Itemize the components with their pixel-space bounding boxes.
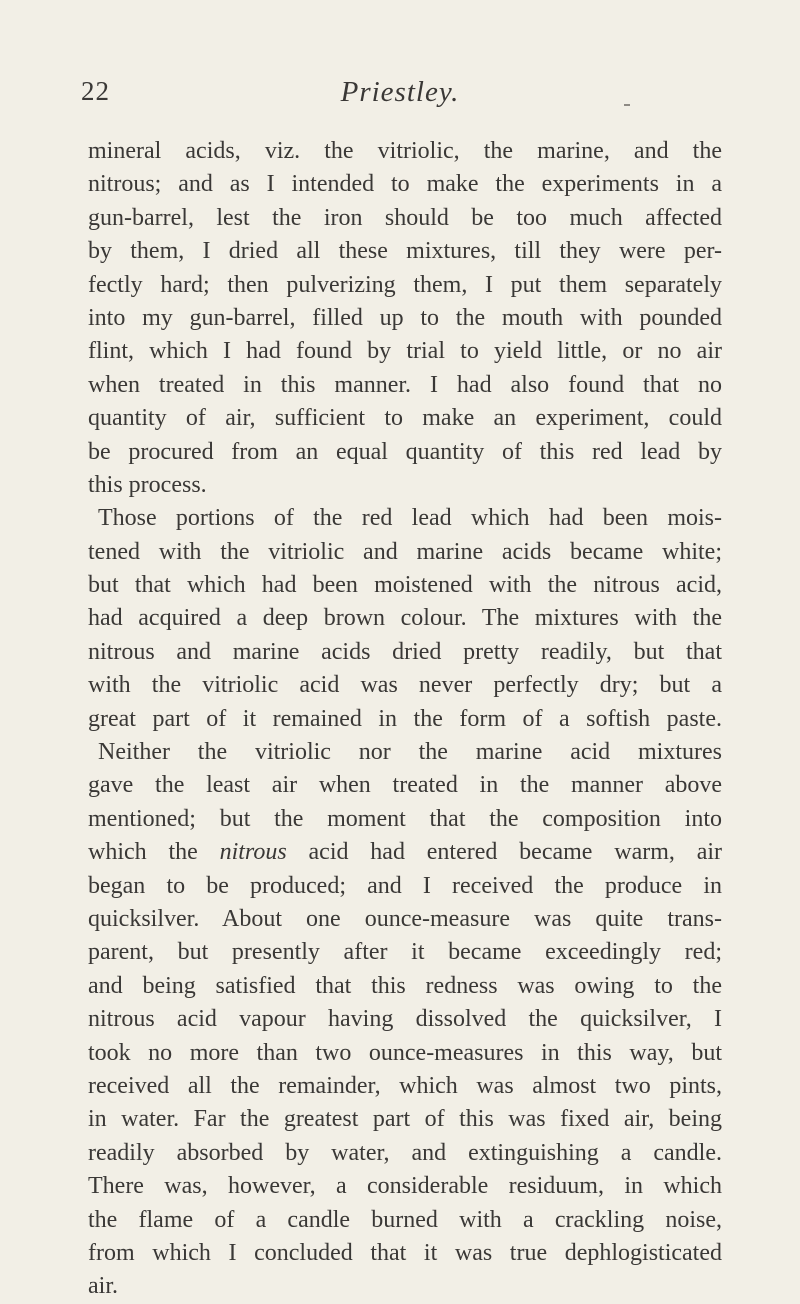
paragraph-end-line: this process. <box>88 471 207 498</box>
paragraph-end-line: air. <box>88 1273 118 1300</box>
text-line: readily absorbed by water, and extinguishing a candle. <box>88 1139 722 1166</box>
text-line: quicksilver. About one ounce-measure was quite trans- <box>88 905 722 932</box>
page-number: 22 <box>81 76 110 106</box>
text-line: gun-barrel, lest the iron should be too much affected <box>88 204 722 231</box>
text-segment: acid had entered became warm, air <box>308 839 723 866</box>
text-line: the flame of a candle burned with a crackling noise, <box>88 1206 722 1233</box>
text-line: flint, which I had found by trial to yield little, or no air <box>88 338 722 365</box>
text-line: began to be produced; and I received the produce in <box>88 872 722 899</box>
text-line: mineral acids, viz. the vitriolic, the marine, and the <box>88 138 722 164</box>
running-title: Priestley. <box>340 76 460 108</box>
text-line: great part of it remained in the form of a softish paste. <box>88 705 722 732</box>
text-line: nitrous; and as I intended to make the experiments in a <box>88 171 722 198</box>
text-line: There was, however, a considerable residuum, in which <box>88 1173 722 1200</box>
text-segment: which the <box>88 839 198 866</box>
text-line: nitrous acid vapour having dissolved the quicksilver, I <box>88 1006 722 1033</box>
text-line: took no more than two ounce-measures in this way, but <box>88 1039 722 1066</box>
text-line: nitrous and marine acids dried pretty readily, but that <box>88 638 722 665</box>
text-line: by them, I dried all these mixtures, till they were per- <box>88 238 722 265</box>
text-line: be procured from an equal quantity of this red lead by <box>88 438 722 465</box>
text-line: tened with the vitriolic and marine acids became white; <box>88 538 722 565</box>
text-line: into my gun-barrel, filled up to the mouth with pounded <box>88 304 722 331</box>
text-line: with the vitriolic acid was never perfectly dry; but a <box>88 672 722 699</box>
paragraph-start-line: Neither the vitriolic nor the marine acid mixtures <box>98 739 722 766</box>
text-line-with-italic <box>88 836 722 869</box>
text-line: gave the least air when treated in the manner above <box>88 772 722 799</box>
text-line: and being satisfied that this redness was owing to the <box>88 972 722 999</box>
text-line: when treated in this manner. I had also found that no <box>88 371 722 398</box>
body-text <box>88 135 722 1304</box>
text-line: parent, but presently after it became exceedingly red; <box>88 939 722 966</box>
text-line: quantity of air, sufficient to make an experiment, could <box>88 405 722 432</box>
text-line: but that which had been moistened with the nitrous acid, <box>88 572 722 599</box>
paragraph-start-line: Those portions of the red lead which had been mois- <box>98 505 722 532</box>
text-line: from which I concluded that it was true dephlogisticated <box>88 1239 722 1266</box>
text-line: fectly hard; then pulverizing them, I put them separately <box>88 271 722 298</box>
ink-mark <box>624 104 630 106</box>
text-line: mentioned; but the moment that the composition into <box>88 805 722 832</box>
text-line: received all the remainder, which was almost two pints, <box>88 1072 722 1099</box>
text-line: had acquired a deep brown colour. The mixtures with the <box>88 605 722 632</box>
italic-word: nitrous <box>219 839 287 866</box>
text-line: in water. Far the greatest part of this was fixed air, being <box>88 1106 722 1133</box>
